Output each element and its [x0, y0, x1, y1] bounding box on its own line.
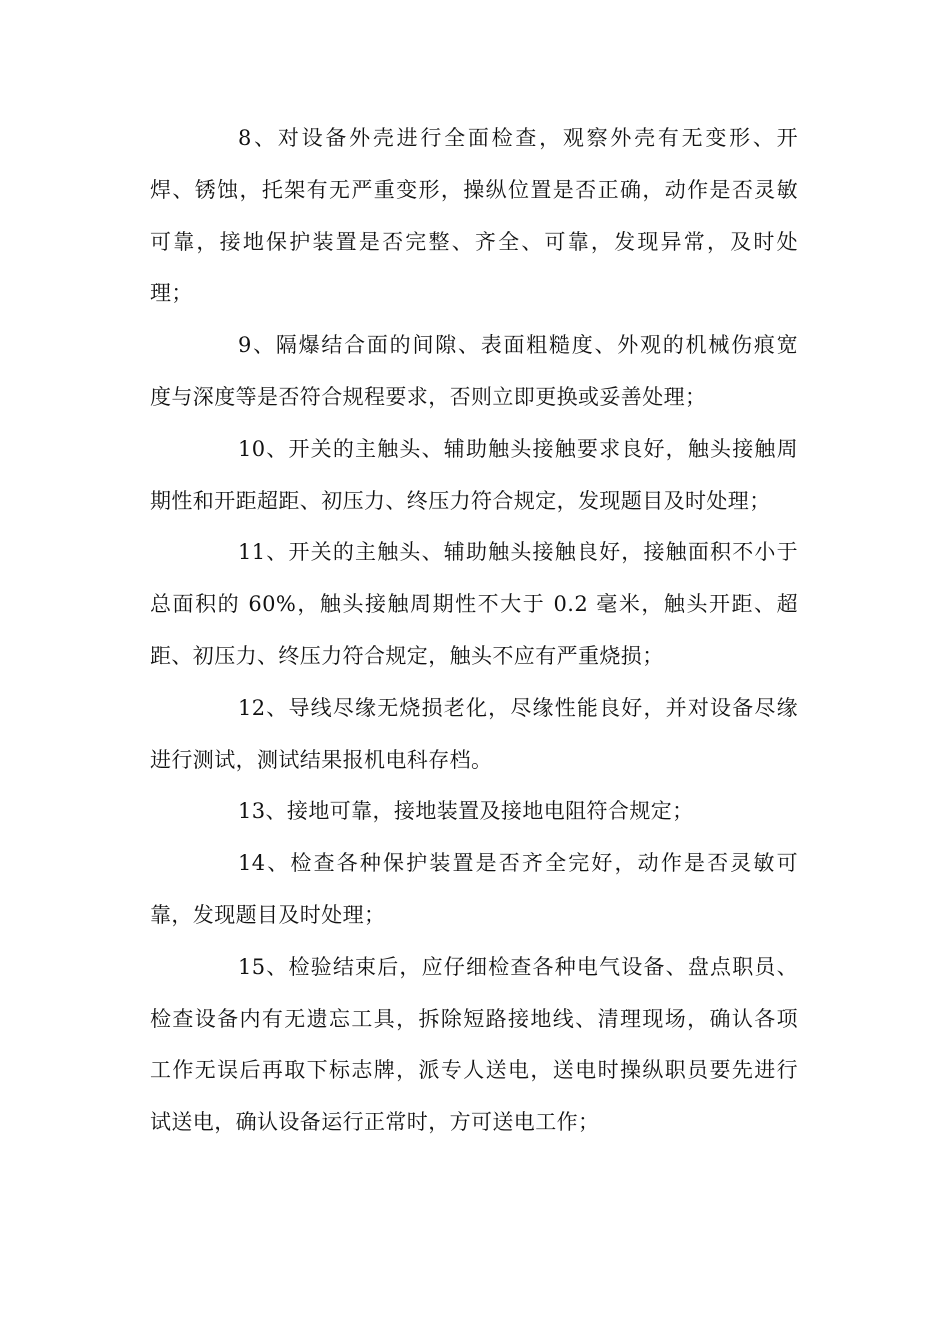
paragraph-line: 15、检验结束后，应仔细检查各种电气设备、盘点职员、 [238, 954, 798, 979]
paragraph-15 [150, 942, 798, 1149]
paragraph-9 [150, 320, 798, 424]
paragraph-line: 总面积的 60%，触头接触周期性不大于 0.2 毫米，触头开距、超 [150, 592, 798, 617]
paragraph-13 [150, 786, 798, 838]
paragraph-10 [150, 424, 798, 528]
paragraph-8 [150, 113, 798, 320]
paragraph-line: 焊、锈蚀，托架有无严重变形，操纵位置是否正确，动作是否灵敏 [150, 177, 798, 202]
paragraph-14 [150, 838, 798, 942]
paragraph-line: 度与深度等是否符合规程要求，否则立即更换或妥善处理； [150, 384, 707, 409]
paragraph-line: 12、导线尽缘无烧损老化，尽缘性能良好，并对设备尽缘 [238, 695, 798, 720]
paragraph-line: 可靠，接地保护装置是否完整、齐全、可靠，发现异常，及时处 [150, 229, 798, 254]
paragraph-line: 10、开关的主触头、辅助触头接触要求良好，触头接触周 [238, 436, 798, 461]
paragraph-line: 8、对设备外壳进行全面检查，观察外壳有无变形、开 [238, 126, 798, 150]
paragraph-12 [150, 683, 798, 787]
paragraph-line: 试送电，确认设备运行正常时，方可送电工作； [150, 1110, 600, 1135]
paragraph-line: 检查设备内有无遗忘工具，拆除短路接地线、清理现场，确认各项 [150, 1006, 798, 1031]
document-body [150, 113, 798, 1149]
paragraph-line: 距、初压力、终压力符合规定，触头不应有严重烧损； [150, 643, 664, 668]
paragraph-line: 靠，发现题目及时处理； [150, 902, 386, 927]
paragraph-line: 理； [150, 281, 193, 306]
paragraph-line: 期性和开距超距、初压力、终压力符合规定，发现题目及时处理； [150, 488, 771, 513]
paragraph-line: 11、开关的主触头、辅助触头接触良好，接触面积不小于 [238, 540, 798, 565]
paragraph-line: 9、隔爆结合面的间隙、表面粗糙度、外观的机械伤痕宽 [238, 333, 798, 358]
paragraph-11 [150, 527, 798, 682]
paragraph-line: 14、检查各种保护装置是否齐全完好，动作是否灵敏可 [238, 851, 798, 876]
paragraph-line: 进行测试，测试结果报机电科存档。 [150, 747, 493, 772]
paragraph-line: 13、接地可靠，接地装置及接地电阻符合规定； [238, 799, 694, 824]
paragraph-line: 工作无误后再取下标志牌，派专人送电，送电时操纵职员要先进行 [150, 1058, 798, 1083]
